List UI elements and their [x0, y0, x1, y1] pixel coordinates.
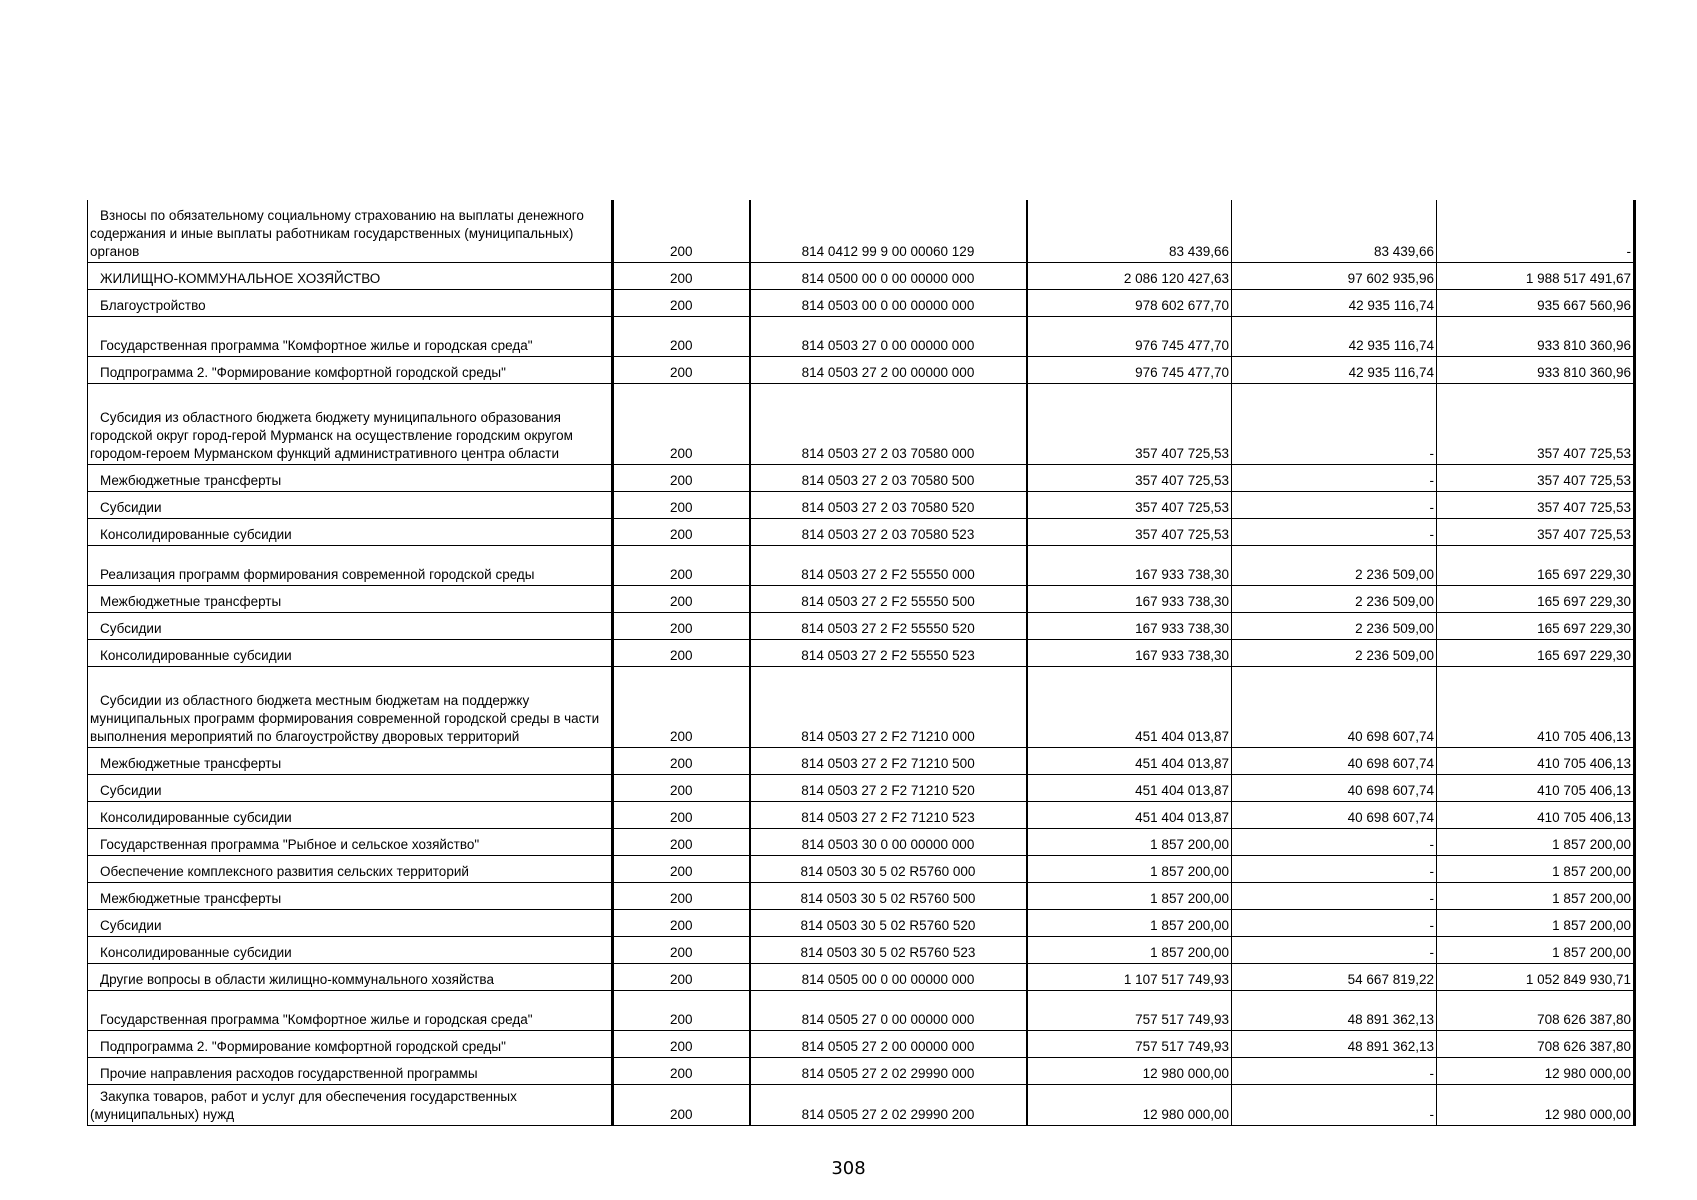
row-unexecuted-cell: 1 857 200,00 — [1437, 909, 1635, 936]
table-row — [88, 963, 1635, 990]
row-code-cell: 200 — [613, 316, 750, 356]
row-unexecuted-cell: 1 857 200,00 — [1437, 855, 1635, 882]
row-code-cell: 200 — [613, 585, 750, 612]
row-name-text: Государственная программа "Комфортное жилье и городская среда" — [100, 337, 533, 353]
row-code-cell: 200 — [613, 464, 750, 491]
row-executed-cell: 48 891 362,13 — [1232, 990, 1437, 1030]
row-name-cell — [88, 639, 613, 666]
row-unexecuted-cell: 165 697 229,30 — [1437, 639, 1635, 666]
row-name-text: Реализация программ формирования современной городской среды — [100, 566, 535, 582]
row-approved-cell: 167 933 738,30 — [1027, 545, 1232, 585]
row-name-cell — [88, 383, 613, 464]
row-approved-cell: 12 980 000,00 — [1027, 1084, 1232, 1125]
table-row — [88, 666, 1635, 747]
row-name-text: Субсидии — [100, 782, 162, 798]
row-kbk-cell: 814 0505 27 2 00 00000 000 — [750, 1030, 1027, 1057]
row-kbk-cell: 814 0503 30 0 00 00000 000 — [750, 828, 1027, 855]
row-unexecuted-cell: 410 705 406,13 — [1437, 666, 1635, 747]
row-executed-cell: 42 935 116,74 — [1232, 289, 1437, 316]
table-row — [88, 518, 1635, 545]
row-approved-cell: 167 933 738,30 — [1027, 639, 1232, 666]
row-name-text: ЖИЛИЩНО-КОММУНАЛЬНОЕ ХОЗЯЙСТВО — [100, 270, 381, 286]
row-kbk-cell: 814 0505 27 0 00 00000 000 — [750, 990, 1027, 1030]
row-name-cell — [88, 963, 613, 990]
row-approved-cell: 1 857 200,00 — [1027, 936, 1232, 963]
table-row — [88, 316, 1635, 356]
row-code-cell: 200 — [613, 828, 750, 855]
row-unexecuted-cell: 165 697 229,30 — [1437, 585, 1635, 612]
row-unexecuted-cell: 935 667 560,96 — [1437, 289, 1635, 316]
row-name-text: Субсидии — [100, 620, 162, 636]
table-row — [88, 356, 1635, 383]
row-name-text: Субсидии из областного бюджета местным бюджетам на поддержку муниципальных программ формирования современной городской среды в части выполнения мероприятий по благоустройству дворовых территорий — [90, 692, 600, 744]
row-name-text: Подпрограмма 2. "Формирование комфортной городской среды" — [100, 364, 506, 380]
row-kbk-cell: 814 0503 27 2 F2 71210 520 — [750, 774, 1027, 801]
row-kbk-cell: 814 0503 00 0 00 00000 000 — [750, 289, 1027, 316]
row-code-cell: 200 — [613, 909, 750, 936]
table-row — [88, 909, 1635, 936]
row-approved-cell: 2 086 120 427,63 — [1027, 262, 1232, 289]
table-row — [88, 828, 1635, 855]
row-name-text: Субсидия из областного бюджета бюджету муниципального образования городской округ город-герой Мурманск на осуществление городским округом городом-героем Мурманском функций административного центра области — [90, 409, 573, 461]
row-unexecuted-cell: 1 857 200,00 — [1437, 828, 1635, 855]
row-unexecuted-cell: - — [1437, 200, 1635, 262]
table-row — [88, 990, 1635, 1030]
row-name-cell — [88, 666, 613, 747]
row-kbk-cell: 814 0500 00 0 00 00000 000 — [750, 262, 1027, 289]
row-approved-cell: 1 107 517 749,93 — [1027, 963, 1232, 990]
row-code-cell: 200 — [613, 774, 750, 801]
row-code-cell: 200 — [613, 963, 750, 990]
row-code-cell: 200 — [613, 639, 750, 666]
row-approved-cell: 757 517 749,93 — [1027, 990, 1232, 1030]
table-row — [88, 882, 1635, 909]
table-row — [88, 855, 1635, 882]
row-kbk-cell: 814 0505 27 2 02 29990 200 — [750, 1084, 1027, 1125]
row-executed-cell: - — [1232, 383, 1437, 464]
row-code-cell: 200 — [613, 356, 750, 383]
row-kbk-cell: 814 0503 27 2 F2 55550 500 — [750, 585, 1027, 612]
row-executed-cell: 40 698 607,74 — [1232, 747, 1437, 774]
row-executed-cell: 40 698 607,74 — [1232, 801, 1437, 828]
row-unexecuted-cell: 165 697 229,30 — [1437, 612, 1635, 639]
row-name-text: Субсидии — [100, 917, 162, 933]
row-name-text: Консолидированные субсидии — [100, 526, 292, 542]
row-unexecuted-cell: 165 697 229,30 — [1437, 545, 1635, 585]
row-executed-cell: 97 602 935,96 — [1232, 262, 1437, 289]
row-kbk-cell: 814 0503 27 2 F2 55550 000 — [750, 545, 1027, 585]
row-approved-cell: 1 857 200,00 — [1027, 828, 1232, 855]
row-name-text: Межбюджетные трансферты — [100, 472, 282, 488]
row-executed-cell: 42 935 116,74 — [1232, 356, 1437, 383]
row-unexecuted-cell: 12 980 000,00 — [1437, 1057, 1635, 1084]
row-executed-cell: 2 236 509,00 — [1232, 612, 1437, 639]
row-code-cell: 200 — [613, 936, 750, 963]
table-row — [88, 383, 1635, 464]
row-code-cell: 200 — [613, 1030, 750, 1057]
row-unexecuted-cell: 1 857 200,00 — [1437, 882, 1635, 909]
row-executed-cell: 83 439,66 — [1232, 200, 1437, 262]
row-code-cell: 200 — [613, 1057, 750, 1084]
row-executed-cell: 2 236 509,00 — [1232, 585, 1437, 612]
row-name-text: Государственная программа "Комфортное жилье и городская среда" — [100, 1011, 533, 1027]
row-name-text: Межбюджетные трансферты — [100, 890, 282, 906]
row-kbk-cell: 814 0503 27 2 F2 55550 523 — [750, 639, 1027, 666]
row-name-text: Другие вопросы в области жилищно-коммунального хозяйства — [100, 971, 494, 987]
row-name-text: Консолидированные субсидии — [100, 647, 292, 663]
row-code-cell: 200 — [613, 801, 750, 828]
row-executed-cell: 54 667 819,22 — [1232, 963, 1437, 990]
row-kbk-cell: 814 0503 27 0 00 00000 000 — [750, 316, 1027, 356]
row-approved-cell: 451 404 013,87 — [1027, 774, 1232, 801]
row-name-cell — [88, 1084, 613, 1125]
row-name-cell — [88, 909, 613, 936]
row-name-cell — [88, 518, 613, 545]
table-row — [88, 747, 1635, 774]
expenditure-table — [87, 200, 1636, 1126]
row-name-text: Взносы по обязательному социальному страхованию на выплаты денежного содержания и иные выплаты работникам государственных (муниципальных) органов — [90, 207, 584, 259]
row-name-cell — [88, 855, 613, 882]
row-kbk-cell: 814 0503 30 5 02 R5760 520 — [750, 909, 1027, 936]
table-row — [88, 491, 1635, 518]
row-name-text: Благоустройство — [100, 297, 206, 313]
row-unexecuted-cell: 1 857 200,00 — [1437, 936, 1635, 963]
row-approved-cell: 757 517 749,93 — [1027, 1030, 1232, 1057]
row-name-cell — [88, 1057, 613, 1084]
row-code-cell: 200 — [613, 1084, 750, 1125]
row-kbk-cell: 814 0505 00 0 00 00000 000 — [750, 963, 1027, 990]
row-code-cell: 200 — [613, 882, 750, 909]
row-name-text: Закупка товаров, работ и услуг для обеспечения государственных (муниципальных) нужд — [90, 1088, 517, 1122]
row-code-cell: 200 — [613, 666, 750, 747]
row-kbk-cell: 814 0503 27 2 00 00000 000 — [750, 356, 1027, 383]
row-executed-cell: 40 698 607,74 — [1232, 774, 1437, 801]
row-unexecuted-cell: 410 705 406,13 — [1437, 747, 1635, 774]
row-name-text: Подпрограмма 2. "Формирование комфортной городской среды" — [100, 1038, 506, 1054]
table-row — [88, 545, 1635, 585]
row-executed-cell: - — [1232, 936, 1437, 963]
row-unexecuted-cell: 410 705 406,13 — [1437, 774, 1635, 801]
row-name-cell — [88, 612, 613, 639]
row-name-cell — [88, 990, 613, 1030]
row-approved-cell: 451 404 013,87 — [1027, 801, 1232, 828]
row-approved-cell: 1 857 200,00 — [1027, 882, 1232, 909]
row-approved-cell: 976 745 477,70 — [1027, 356, 1232, 383]
row-approved-cell: 451 404 013,87 — [1027, 666, 1232, 747]
row-approved-cell: 357 407 725,53 — [1027, 491, 1232, 518]
row-executed-cell: - — [1232, 464, 1437, 491]
table-body — [88, 200, 1635, 1125]
table-row — [88, 262, 1635, 289]
row-kbk-cell: 814 0503 27 2 03 70580 500 — [750, 464, 1027, 491]
row-executed-cell: 40 698 607,74 — [1232, 666, 1437, 747]
table-row — [88, 612, 1635, 639]
row-unexecuted-cell: 357 407 725,53 — [1437, 464, 1635, 491]
row-name-cell — [88, 200, 613, 262]
table-row — [88, 639, 1635, 666]
row-code-cell: 200 — [613, 491, 750, 518]
row-code-cell: 200 — [613, 545, 750, 585]
row-approved-cell: 978 602 677,70 — [1027, 289, 1232, 316]
row-executed-cell: - — [1232, 909, 1437, 936]
row-kbk-cell: 814 0503 27 2 F2 71210 523 — [750, 801, 1027, 828]
row-kbk-cell: 814 0503 27 2 F2 55550 520 — [750, 612, 1027, 639]
row-name-text: Субсидии — [100, 499, 162, 515]
row-approved-cell: 1 857 200,00 — [1027, 855, 1232, 882]
row-name-cell — [88, 585, 613, 612]
table-row — [88, 289, 1635, 316]
row-approved-cell: 167 933 738,30 — [1027, 585, 1232, 612]
row-code-cell: 200 — [613, 289, 750, 316]
row-code-cell: 200 — [613, 262, 750, 289]
row-executed-cell: - — [1232, 491, 1437, 518]
row-executed-cell: - — [1232, 518, 1437, 545]
row-name-cell — [88, 747, 613, 774]
row-name-text: Прочие направления расходов государственной программы — [100, 1065, 478, 1081]
row-kbk-cell: 814 0503 27 2 03 70580 523 — [750, 518, 1027, 545]
row-approved-cell: 357 407 725,53 — [1027, 383, 1232, 464]
row-name-cell — [88, 356, 613, 383]
row-executed-cell: 2 236 509,00 — [1232, 545, 1437, 585]
table-row — [88, 936, 1635, 963]
row-unexecuted-cell: 708 626 387,80 — [1437, 1030, 1635, 1057]
row-kbk-cell: 814 0503 27 2 03 70580 520 — [750, 491, 1027, 518]
row-kbk-cell: 814 0503 30 5 02 R5760 523 — [750, 936, 1027, 963]
table-row — [88, 801, 1635, 828]
row-executed-cell: - — [1232, 1084, 1437, 1125]
row-kbk-cell: 814 0503 30 5 02 R5760 000 — [750, 855, 1027, 882]
row-code-cell: 200 — [613, 200, 750, 262]
row-name-cell — [88, 774, 613, 801]
row-executed-cell: 2 236 509,00 — [1232, 639, 1437, 666]
row-name-cell — [88, 464, 613, 491]
row-name-cell — [88, 801, 613, 828]
row-name-cell — [88, 936, 613, 963]
row-code-cell: 200 — [613, 855, 750, 882]
row-approved-cell: 976 745 477,70 — [1027, 316, 1232, 356]
row-kbk-cell: 814 0503 27 2 03 70580 000 — [750, 383, 1027, 464]
row-approved-cell: 451 404 013,87 — [1027, 747, 1232, 774]
row-executed-cell: - — [1232, 882, 1437, 909]
table-row — [88, 1030, 1635, 1057]
row-unexecuted-cell: 357 407 725,53 — [1437, 518, 1635, 545]
row-name-cell — [88, 882, 613, 909]
row-unexecuted-cell: 933 810 360,96 — [1437, 316, 1635, 356]
row-unexecuted-cell: 357 407 725,53 — [1437, 383, 1635, 464]
table-row — [88, 200, 1635, 262]
table-row — [88, 1057, 1635, 1084]
row-name-cell — [88, 316, 613, 356]
row-unexecuted-cell: 357 407 725,53 — [1437, 491, 1635, 518]
row-name-text: Консолидированные субсидии — [100, 944, 292, 960]
row-name-cell — [88, 828, 613, 855]
row-code-cell: 200 — [613, 612, 750, 639]
row-executed-cell: 42 935 116,74 — [1232, 316, 1437, 356]
row-unexecuted-cell: 1 052 849 930,71 — [1437, 963, 1635, 990]
row-approved-cell: 1 857 200,00 — [1027, 909, 1232, 936]
row-kbk-cell: 814 0503 27 2 F2 71210 500 — [750, 747, 1027, 774]
row-executed-cell: - — [1232, 855, 1437, 882]
row-kbk-cell: 814 0505 27 2 02 29990 000 — [750, 1057, 1027, 1084]
row-name-cell — [88, 1030, 613, 1057]
table-row — [88, 585, 1635, 612]
row-kbk-cell: 814 0503 30 5 02 R5760 500 — [750, 882, 1027, 909]
row-approved-cell: 83 439,66 — [1027, 200, 1232, 262]
row-approved-cell: 167 933 738,30 — [1027, 612, 1232, 639]
row-name-text: Обеспечение комплексного развития сельских территорий — [100, 863, 469, 879]
row-code-cell: 200 — [613, 383, 750, 464]
row-unexecuted-cell: 410 705 406,13 — [1437, 801, 1635, 828]
row-name-text: Консолидированные субсидии — [100, 809, 292, 825]
row-approved-cell: 357 407 725,53 — [1027, 464, 1232, 491]
row-unexecuted-cell: 708 626 387,80 — [1437, 990, 1635, 1030]
row-executed-cell: - — [1232, 1057, 1437, 1084]
table-row — [88, 464, 1635, 491]
row-approved-cell: 12 980 000,00 — [1027, 1057, 1232, 1084]
row-kbk-cell: 814 0412 99 9 00 00060 129 — [750, 200, 1027, 262]
page-number: 308 — [831, 1158, 866, 1179]
row-unexecuted-cell: 1 988 517 491,67 — [1437, 262, 1635, 289]
row-approved-cell: 357 407 725,53 — [1027, 518, 1232, 545]
table-row — [88, 774, 1635, 801]
row-code-cell: 200 — [613, 990, 750, 1030]
row-name-text: Межбюджетные трансферты — [100, 593, 282, 609]
row-executed-cell: - — [1232, 828, 1437, 855]
row-name-cell — [88, 545, 613, 585]
row-name-text: Государственная программа "Рыбное и сельское хозяйство" — [100, 836, 480, 852]
row-name-cell — [88, 262, 613, 289]
row-unexecuted-cell: 12 980 000,00 — [1437, 1084, 1635, 1125]
row-executed-cell: 48 891 362,13 — [1232, 1030, 1437, 1057]
row-kbk-cell: 814 0503 27 2 F2 71210 000 — [750, 666, 1027, 747]
row-code-cell: 200 — [613, 518, 750, 545]
row-name-cell — [88, 491, 613, 518]
row-unexecuted-cell: 933 810 360,96 — [1437, 356, 1635, 383]
row-name-cell — [88, 289, 613, 316]
row-name-text: Межбюджетные трансферты — [100, 755, 282, 771]
row-code-cell: 200 — [613, 747, 750, 774]
table-row — [88, 1084, 1635, 1125]
